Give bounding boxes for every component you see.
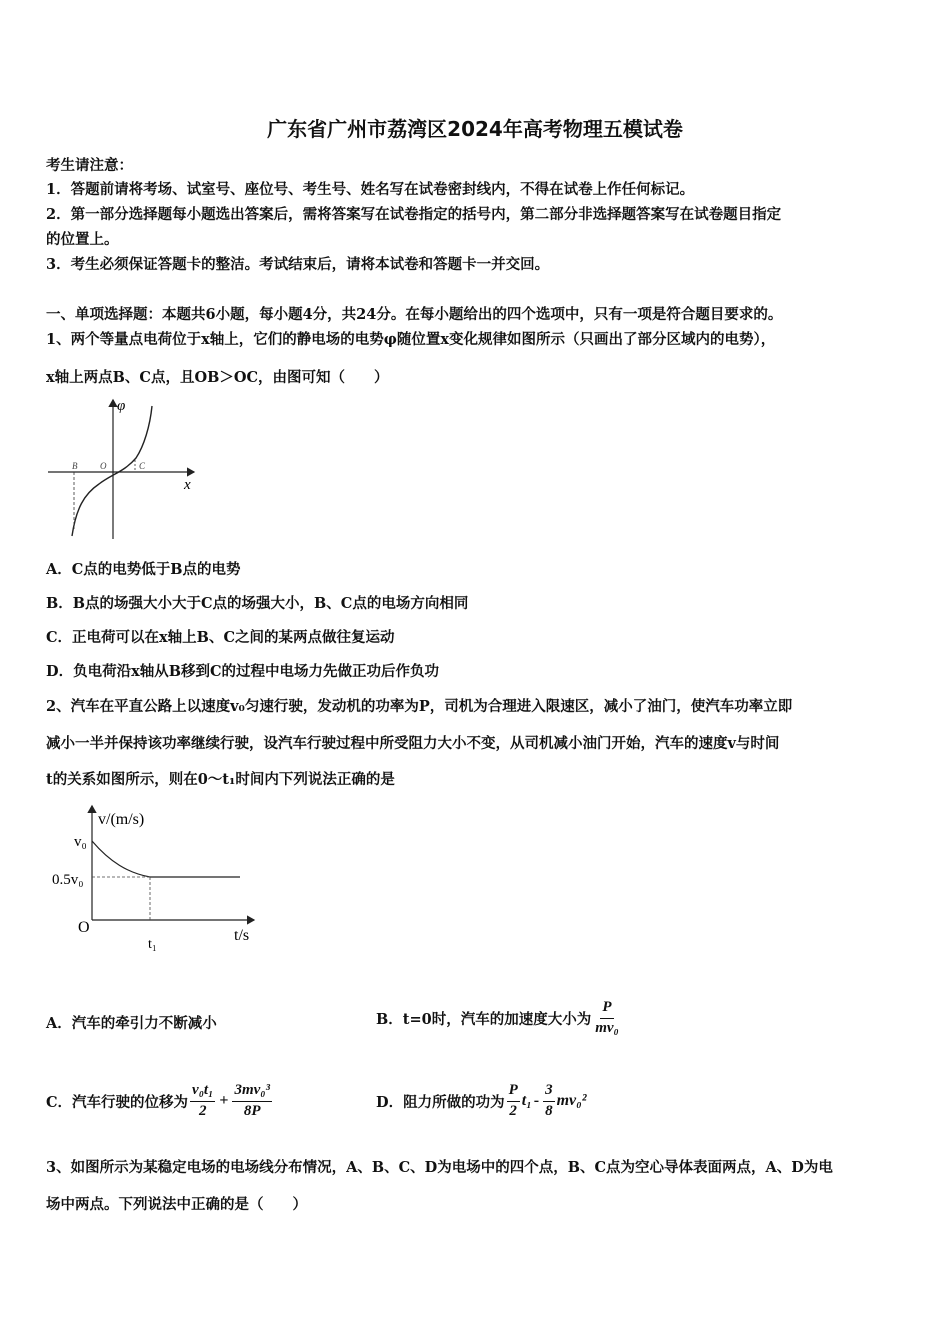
q2-v0-label: v₀ bbox=[74, 834, 87, 850]
q2-option-b-text: B．t=0时，汽车的加速度大小为 bbox=[376, 1010, 592, 1028]
q2-option-c-fraction-2 bbox=[232, 1082, 272, 1120]
q1-label-c: C bbox=[139, 461, 146, 471]
q2-option-b-denominator: mv₀ bbox=[595, 1019, 619, 1036]
q3-stem-line2: 场中两点。下列说法中正确的是（ ） bbox=[46, 1196, 307, 1213]
q1-potential-curve bbox=[72, 406, 152, 536]
q2-y-label: v/(m/s) bbox=[98, 811, 145, 828]
q2-option-d-t1: t₁ bbox=[521, 1092, 532, 1109]
notice-item-1: 1．答题前请将考场、试室号、座位号、考生号、姓名写在试卷密封线内，不得在试卷上作任何标记。 bbox=[46, 181, 695, 198]
q1-option-d: D．负电荷沿x轴从B移到C的过程中电场力先做正功后作负功 bbox=[46, 663, 440, 680]
q2-velocity-curve bbox=[92, 841, 150, 877]
q3-stem-line1: 3、如图所示为某稳定电场的电场线分布情况，A、B、C、D为电场中的四个点，B、C点为空心导体表面两点，A、D为电 bbox=[46, 1159, 833, 1176]
q2-stem-line1: 2、汽车在平直公路上以速度v₀匀速行驶，发动机的功率为P，司机为合理进入限速区，减小了油门，使汽车功率立即 bbox=[46, 698, 793, 715]
q2-velocity-graph bbox=[40, 800, 270, 960]
section-heading: 一、单项选择题：本题共6小题，每小题4分，共24分。在每小题给出的四个选项中，只有一项是符合题目要求的。 bbox=[46, 306, 783, 323]
q2-option-d-fraction-2 bbox=[543, 1082, 555, 1120]
q2-half-v0-label: 0.5v₀ bbox=[52, 872, 84, 888]
q2-option-d-f1-numerator: P bbox=[507, 1082, 520, 1101]
q1-y-label: φ bbox=[117, 398, 126, 414]
page-title: 广东省广州市荔湾区2024年高考物理五模试卷 bbox=[267, 117, 683, 141]
q2-option-c-f1-denominator: 2 bbox=[198, 1102, 207, 1119]
notice-item-3: 3．考生必须保证答题卡的整洁。考试结束后，请将本试卷和答题卡一并交回。 bbox=[46, 256, 550, 273]
q2-origin-label: O bbox=[78, 919, 90, 936]
notice-item-2-cont: 的位置上。 bbox=[46, 231, 119, 248]
q1-option-a: A．C点的电势低于B点的电势 bbox=[46, 561, 241, 578]
q2-option-c bbox=[46, 1072, 274, 1130]
q1-label-b: B bbox=[72, 461, 78, 471]
q1-stem-line1: 1、两个等量点电荷位于x轴上，它们的静电场的电势φ随位置x变化规律如图所示（只画出了部分区域内的电势）， bbox=[46, 331, 776, 348]
q2-option-d bbox=[376, 1072, 587, 1130]
q2-option-d-f2-numerator: 3 bbox=[543, 1082, 555, 1101]
q2-option-d-tail: mv₀² bbox=[556, 1092, 587, 1109]
q2-option-c-f1-numerator: v₀t₁ bbox=[190, 1082, 215, 1101]
q2-stem-line2: 减小一半并保持该功率继续行驶，设汽车行驶过程中所受阻力大小不变，从司机减小油门开始，汽车的速度v与时间 bbox=[46, 735, 780, 752]
q2-option-c-plus: + bbox=[219, 1092, 229, 1109]
q2-option-d-fraction-1 bbox=[507, 1082, 520, 1120]
q2-option-d-minus: - bbox=[533, 1092, 540, 1109]
q2-option-b-fraction bbox=[593, 999, 621, 1037]
q1-x-label: x bbox=[184, 477, 191, 493]
q2-option-c-f2-numerator: 3mv₀³ bbox=[232, 1082, 272, 1101]
q2-option-c-f2-denominator: 8P bbox=[243, 1102, 261, 1119]
q2-x-label: t/s bbox=[234, 927, 250, 944]
q2-t1-label: t₁ bbox=[148, 937, 157, 952]
q2-option-b-numerator: P bbox=[600, 999, 613, 1018]
q2-option-c-text: C．汽车行驶的位移为 bbox=[46, 1093, 189, 1111]
q1-option-b: B．B点的场强大小大于C点的场强大小，B、C点的电场方向相同 bbox=[46, 595, 469, 612]
q1-label-o: O bbox=[100, 461, 107, 471]
q2-option-c-fraction-1 bbox=[190, 1082, 215, 1120]
q2-option-a: A．汽车的牵引力不断减小 bbox=[46, 1015, 217, 1032]
notice-heading: 考生请注意： bbox=[46, 157, 133, 174]
q2-option-b bbox=[376, 990, 623, 1046]
q1-option-c: C．正电荷可以在x轴上B、C之间的某两点做往复运动 bbox=[46, 629, 395, 646]
q2-option-d-f1-denominator: 2 bbox=[509, 1102, 517, 1119]
q2-option-d-f2-denominator: 8 bbox=[545, 1102, 553, 1119]
q2-option-d-text: D．阻力所做的功为 bbox=[376, 1093, 505, 1111]
q1-potential-graph bbox=[44, 394, 204, 544]
q1-stem-line2: x轴上两点B、C点，且OB＞OC，由图可知（ ） bbox=[46, 369, 389, 386]
q2-stem-line3: t的关系如图所示，则在0～t₁时间内下列说法正确的是 bbox=[46, 771, 395, 788]
notice-item-2: 2．第一部分选择题每小题选出答案后，需将答案写在试卷指定的括号内，第二部分非选择题答案写在试卷题目指定 bbox=[46, 206, 782, 223]
